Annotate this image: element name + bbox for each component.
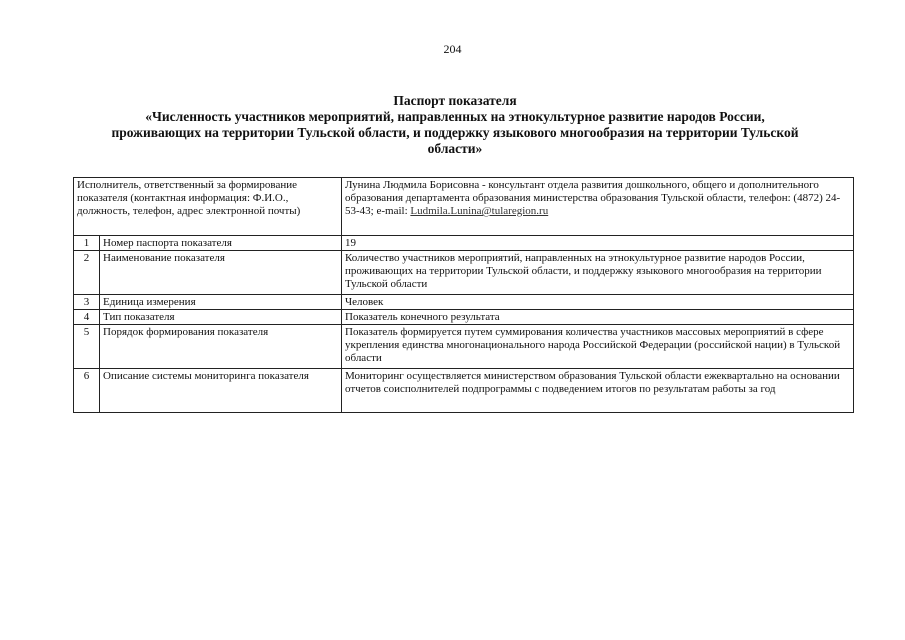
- title-line-4: области»: [427, 141, 483, 156]
- title-line-3: проживающих на территории Тульской области, и поддержку языкового многообразия на территории Тульской: [111, 125, 799, 140]
- executor-email-link[interactable]: Ludmila.Lunina@tularegion.ru: [410, 205, 549, 217]
- passport-table: [73, 177, 854, 413]
- table-row: [74, 325, 854, 369]
- row-label: Порядок формирования показателя: [100, 325, 342, 369]
- row-label: Тип показателя: [100, 310, 342, 325]
- row-number: 4: [74, 310, 100, 325]
- row-number: 5: [74, 325, 100, 369]
- row-label: Единица измерения: [100, 295, 342, 310]
- table-row: [74, 369, 854, 413]
- row-value: Человек: [342, 295, 854, 310]
- table-row: [74, 251, 854, 295]
- row-number: 3: [74, 295, 100, 310]
- row-number: 1: [74, 236, 100, 251]
- title-line-1: Паспорт показателя: [393, 93, 517, 108]
- row-label: Наименование показателя: [100, 251, 342, 295]
- executor-value: [342, 178, 854, 236]
- row-value: 19: [342, 236, 854, 251]
- executor-row: [74, 178, 854, 236]
- row-value: Показатель формируется путем суммирования количества участников массовых мероприятий в сфере укрепления единства многонационального народа Российской Федерации (российской нации) в Тульской области: [342, 325, 854, 369]
- table-row: [74, 236, 854, 251]
- page-number: 204: [443, 42, 462, 56]
- executor-label: Исполнитель, ответственный за формирование показателя (контактная информация: Ф.И.О., должность, телефон, адрес электронной почты): [74, 178, 342, 236]
- row-label: Номер паспорта показателя: [100, 236, 342, 251]
- title-line-2: «Численность участников мероприятий, направленных на этнокультурное развитие народов России,: [145, 109, 765, 124]
- row-value: Количество участников мероприятий, направленных на этнокультурное развитие народов России, проживающих на территории Тульской области, и поддержку языкового многообразия на территории Тульской области: [342, 251, 854, 295]
- table-row: [74, 295, 854, 310]
- row-label: Описание системы мониторинга показателя: [100, 369, 342, 413]
- row-number: 2: [74, 251, 100, 295]
- table-row: [74, 310, 854, 325]
- row-value: Мониторинг осуществляется министерством образования Тульской области ежеквартально на основании отчетов соисполнителей подпрограммы с подведением итогов по результатам работы за год: [342, 369, 854, 413]
- row-value: Показатель конечного результата: [342, 310, 854, 325]
- executor-value-text: Лунина Людмила Борисовна - консультант отдела развития дошкольного, общего и дополнительного образования департамента образования министерства образования Тульской области, телефон: (4872) 24-53-43; e-mail:: [345, 179, 841, 217]
- row-number: 6: [74, 369, 100, 413]
- document-title: [60, 93, 850, 157]
